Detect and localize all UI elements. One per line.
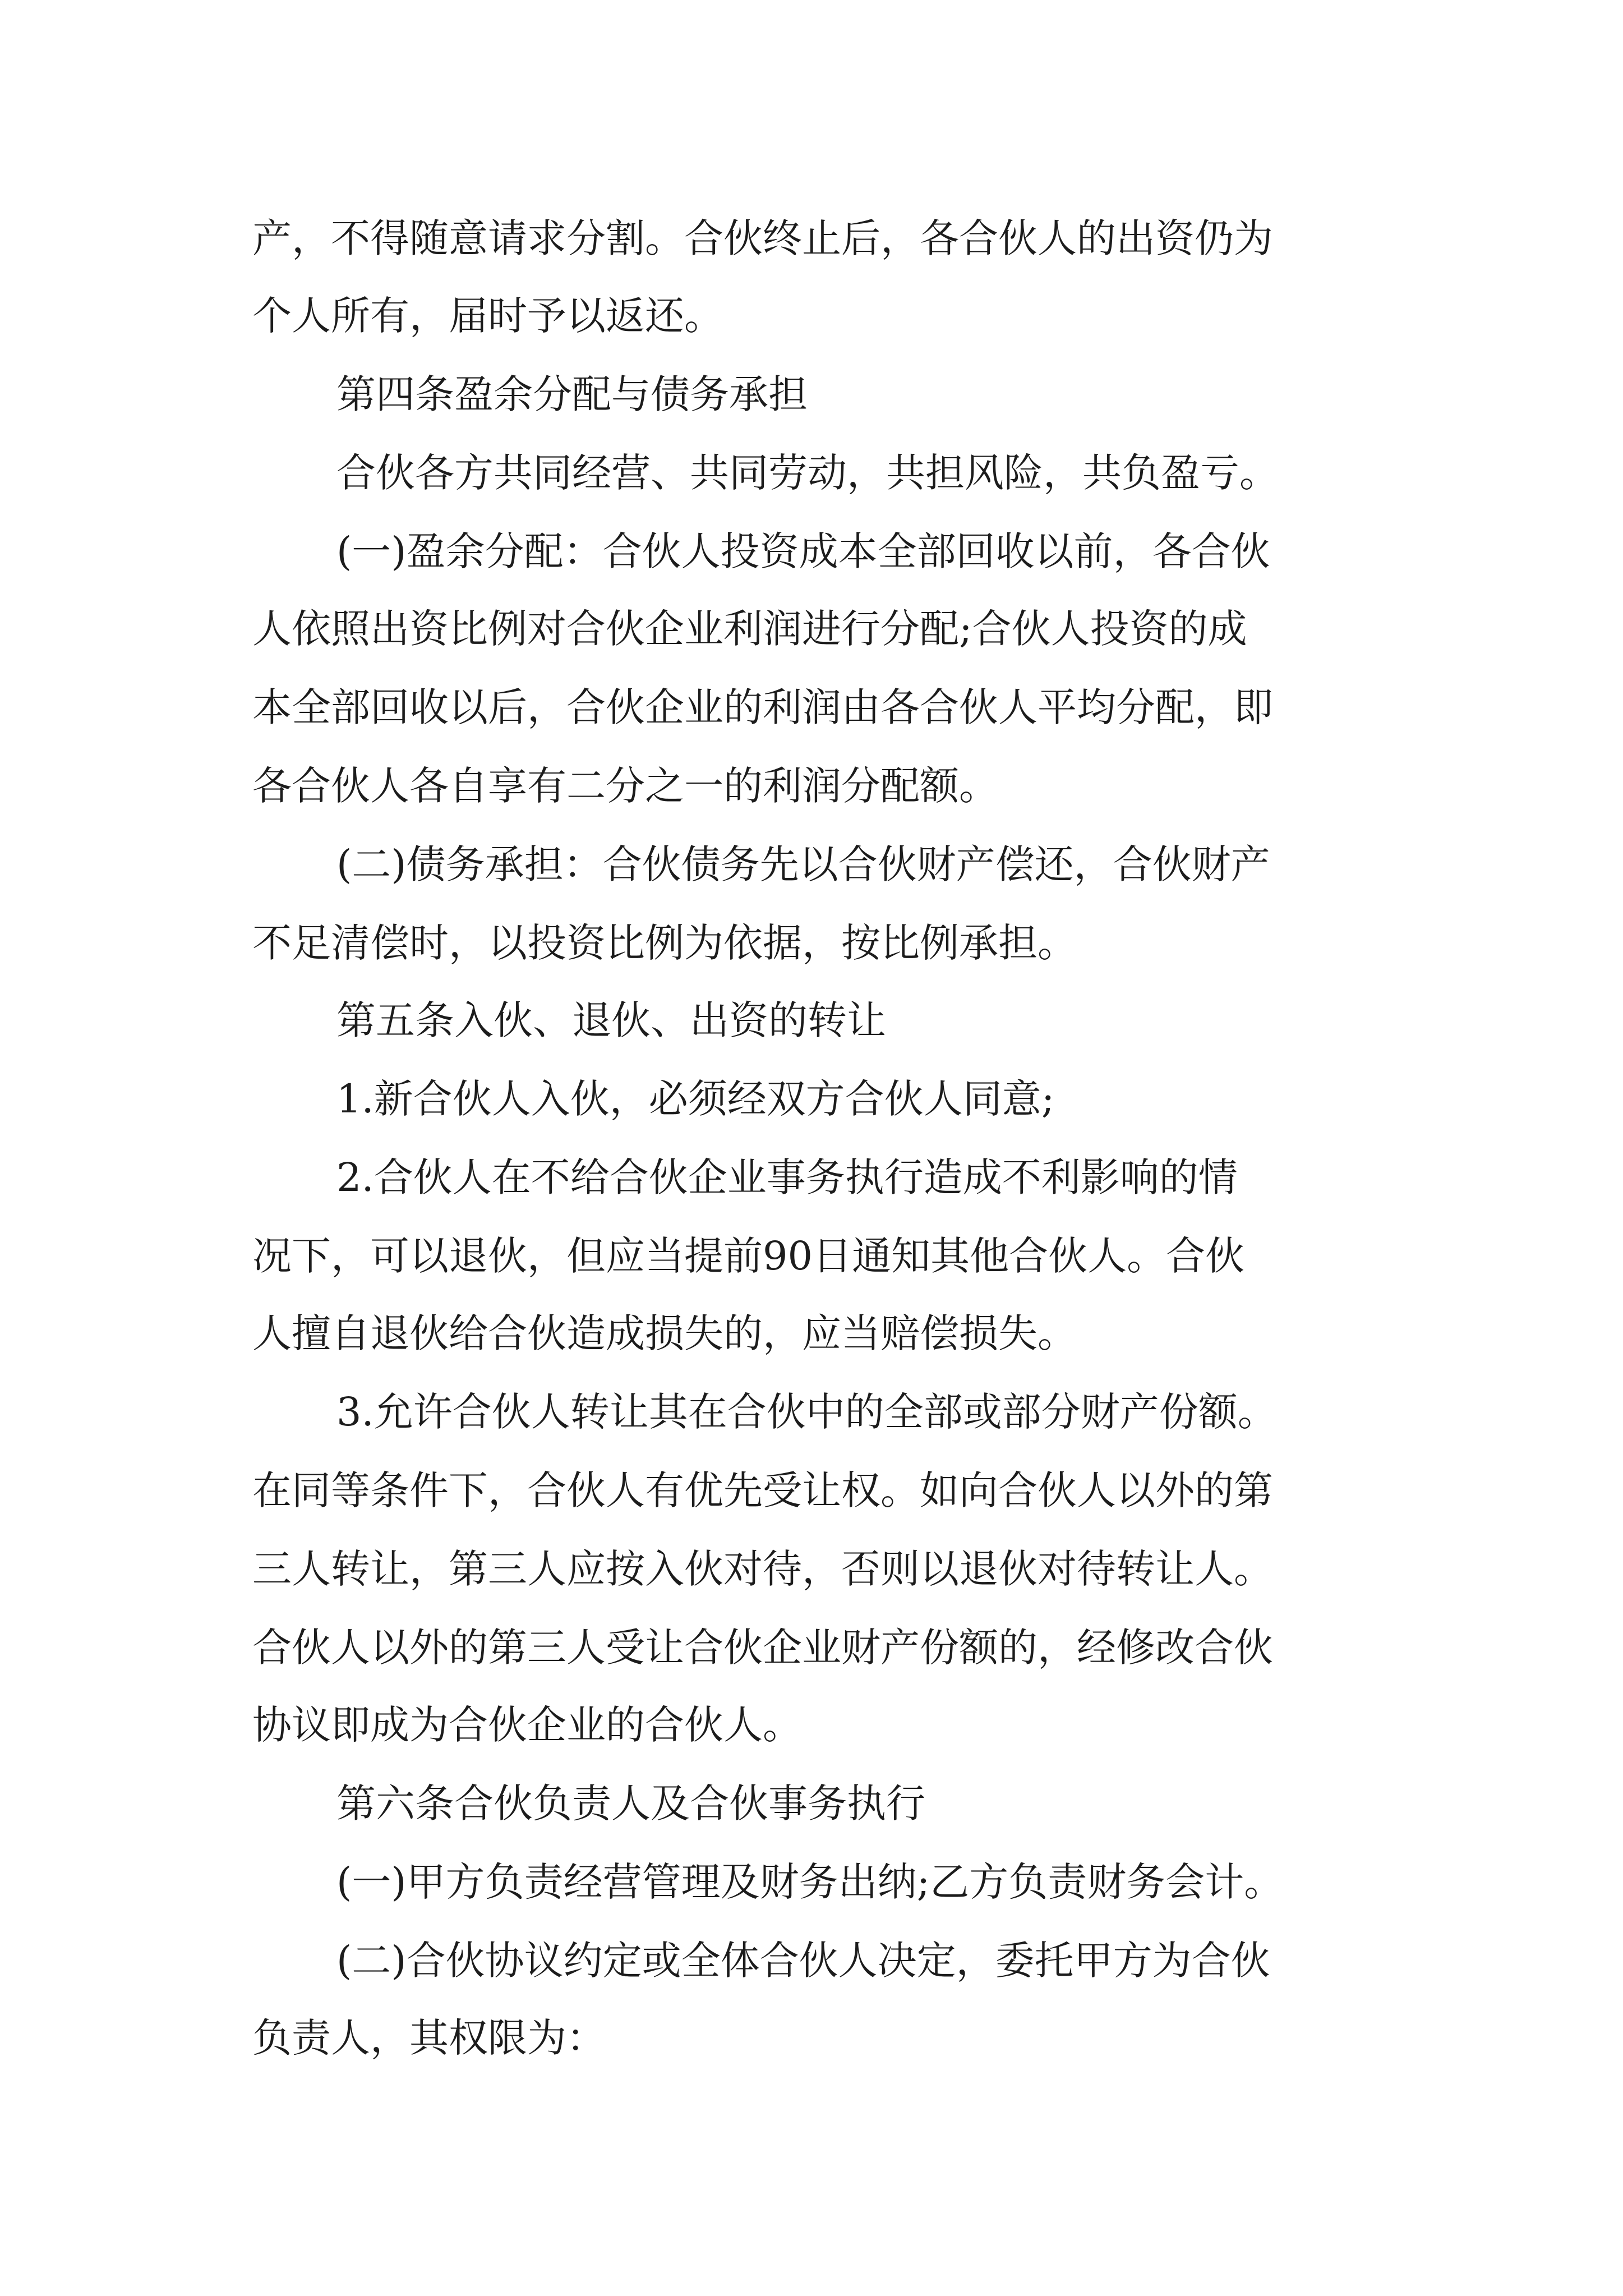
body-line: 1.新合伙人入伙，必须经双方合伙人同意;	[336, 1076, 1055, 1122]
body-line: 3.允许合伙人转让其在合伙中的全部或部分财产份额。	[336, 1389, 1277, 1435]
article-heading: 第四条盈余分配与债务承担	[336, 371, 808, 417]
body-line: 2.合伙人在不给合伙企业事务执行造成不利影响的情	[336, 1154, 1238, 1200]
body-line: 人依照出资比例对合伙企业利润进行分配;合伙人投资的成	[252, 606, 1247, 652]
body-line: 况下，可以退伙，但应当提前90日通知其他合伙人。合伙	[252, 1233, 1245, 1279]
body-line: 协议即成为合伙企业的合伙人。	[252, 1702, 802, 1748]
body-line: 三人转让，第三人应按入伙对待，否则以退伙对待转让人。	[252, 1546, 1273, 1592]
body-line: (二)债务承担：合伙债务先以合伙财产偿还，合伙财产	[336, 841, 1270, 887]
article-heading: 第六条合伙负责人及合伙事务执行	[336, 1780, 925, 1826]
body-line: 合伙各方共同经营、共同劳动，共担风险，共负盈亏。	[336, 450, 1279, 496]
article-heading: 第五条入伙、退伙、出资的转让	[336, 997, 886, 1043]
body-line: 合伙人以外的第三人受让合伙企业财产份额的，经修改合伙	[252, 1625, 1273, 1671]
body-line: 在同等条件下，合伙人有优先受让权。如向合伙人以外的第	[252, 1467, 1273, 1513]
body-line: 不足清偿时，以投资比例为依据，按比例承担。	[252, 920, 1077, 966]
body-line: 本全部回收以后，合伙企业的利润由各合伙人平均分配，即	[252, 684, 1273, 730]
body-line: 人擅自退伙给合伙造成损失的，应当赔偿损失。	[252, 1310, 1077, 1356]
body-line: 负责人，其权限为：	[252, 2015, 606, 2061]
body-line: (二)合伙协议约定或全体合伙人决定，委托甲方为合伙	[336, 1938, 1270, 1984]
body-line: (一)甲方负责经营管理及财务出纳;乙方负责财务会计。	[336, 1859, 1284, 1905]
body-line: 个人所有，届时予以返还。	[252, 293, 723, 339]
body-line: 产，不得随意请求分割。合伙终止后，各合伙人的出资仍为	[252, 215, 1273, 261]
body-line: 各合伙人各自享有二分之一的利润分配额。	[252, 763, 998, 809]
body-line: (一)盈余分配：合伙人投资成本全部回收以前，各合伙	[336, 528, 1270, 574]
